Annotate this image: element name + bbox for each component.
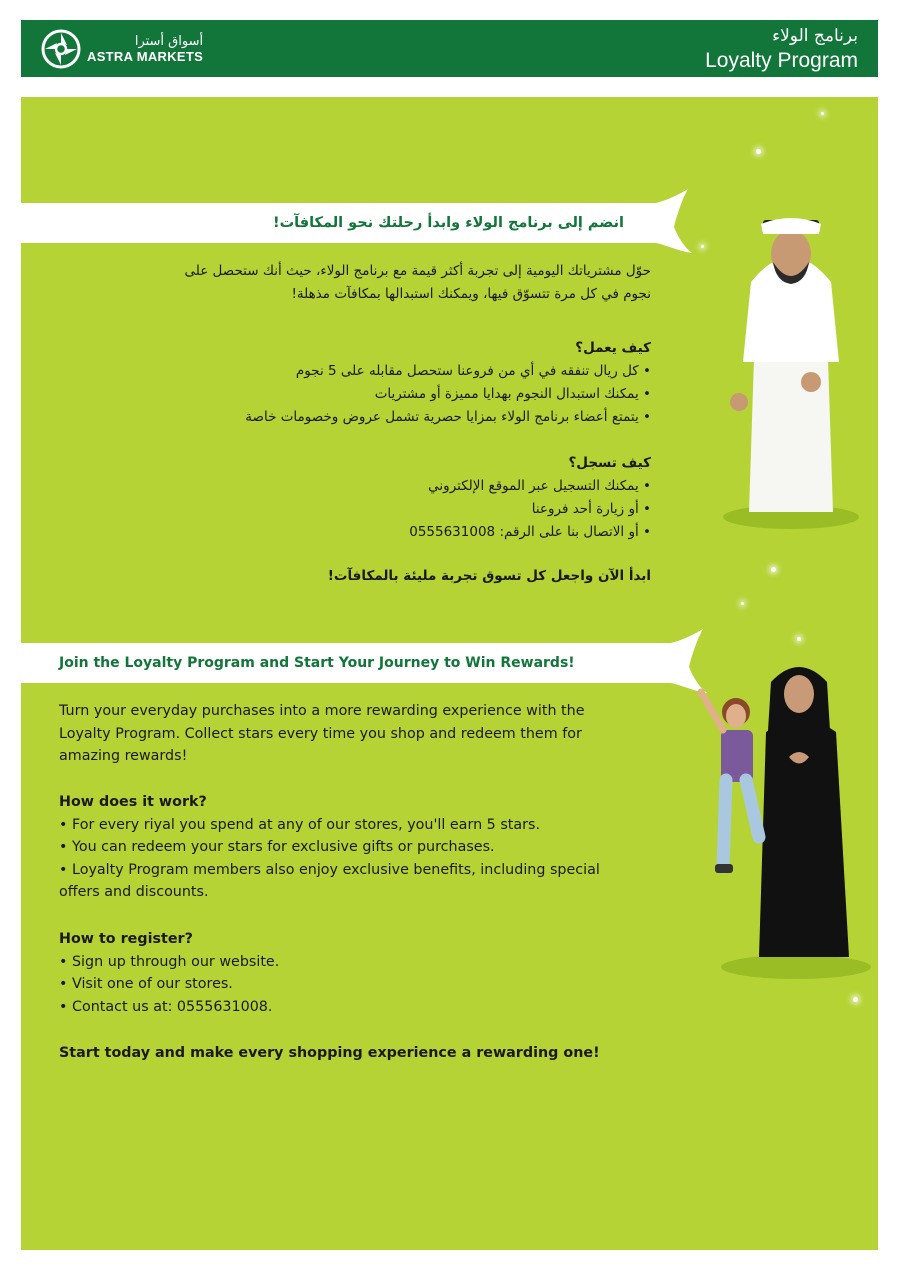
english-register-item: • Contact us at: 0555631008. [59, 996, 659, 1019]
english-how-item: • You can redeem your stars for exclusive gifts or purchases. [59, 836, 659, 859]
english-register-heading: How to register? [59, 931, 193, 947]
english-how-item: • Loyalty Program members also enjoy exclusive benefits, including special [59, 859, 659, 882]
arabic-how-item: • يمكنك استبدال النجوم بهدايا مميزة أو مشتريات [91, 383, 651, 406]
sparkle-decoration [797, 637, 801, 641]
sparkle-decoration [853, 997, 858, 1002]
arabic-how-item: • يتمتع أعضاء برنامج الولاء بمزايا حصرية تشمل عروض وخصومات خاصة [91, 406, 651, 429]
english-how-item-continued: offers and discounts. [59, 884, 209, 900]
english-register-section [59, 928, 659, 1018]
man-illustration [721, 212, 861, 532]
title-arabic: برنامج الولاء [772, 26, 858, 46]
arabic-intro-line: نجوم في كل مرة تتسوّق فيها، ويمكنك استبدالها بمكافآت مذهلة! [291, 286, 651, 302]
swoosh-icon [626, 189, 696, 269]
english-how-item: • For every riyal you spend at any of our stores, you'll earn 5 stars. [59, 814, 659, 837]
english-how-heading: How does it work? [59, 794, 207, 810]
arabic-closing: ابدأ الآن واجعل كل تسوق تجربة مليئة بالمكافآت! [327, 568, 651, 584]
english-intro [59, 700, 659, 768]
logo-english-text: ASTRA MARKETS [87, 49, 204, 64]
english-banner [21, 643, 661, 683]
english-banner-text: Join the Loyalty Program and Start Your Journey to Win Rewards! [59, 655, 575, 671]
english-intro-line: Loyalty Program. Collect stars every time you shop and redeem them for [59, 725, 582, 742]
title-english: Loyalty Program [705, 49, 858, 72]
sparkle-decoration [771, 567, 776, 572]
arabic-contact-number: 0555631008 [409, 524, 496, 540]
arabic-how-heading: كيف يعمل؟ [575, 340, 651, 356]
arabic-intro-line: حوّل مشترياتك اليومية إلى تجربة أكثر قيمة مع برنامج الولاء، حيث أنك ستحصل على [184, 263, 651, 279]
arabic-contact-label: أو الاتصال بنا على الرقم: [499, 524, 639, 540]
arabic-intro [91, 260, 651, 306]
mother-daughter-illustration [671, 652, 871, 982]
sparkle-decoration [701, 245, 704, 248]
arabic-register-section [91, 452, 651, 544]
english-closing: Start today and make every shopping experience a rewarding one! [59, 1045, 600, 1061]
header-bar [21, 20, 878, 77]
arabic-contact-item [91, 521, 651, 544]
english-intro-line: amazing rewards! [59, 748, 188, 764]
arabic-register-item: • أو زيارة أحد فروعنا [91, 498, 651, 521]
arabic-banner [21, 203, 646, 243]
logo-arabic-text: أسواق أسترا [134, 34, 204, 49]
arabic-banner-text: انضم إلى برنامج الولاء وابدأ رحلتك نحو المكافآت! [272, 215, 624, 231]
english-register-item: • Visit one of our stores. [59, 973, 659, 996]
arabic-how-section [91, 337, 651, 429]
sparkle-decoration [821, 112, 824, 115]
sparkle-decoration [741, 602, 744, 605]
english-register-item: • Sign up through our website. [59, 951, 659, 974]
english-intro-line: Turn your everyday purchases into a more rewarding experience with the [59, 703, 585, 719]
arabic-how-item: • كل ريال تنفقه في أي من فروعنا ستحصل مقابله على 5 نجوم [91, 360, 651, 383]
arabic-register-item: • يمكنك التسجيل عبر الموقع الإلكتروني [91, 475, 651, 498]
english-how-section [59, 791, 659, 904]
arabic-register-heading: كيف تسجل؟ [568, 455, 651, 471]
astra-logo [41, 29, 203, 69]
content-panel [21, 97, 878, 1250]
sparkle-decoration [756, 149, 761, 154]
astra-logo-icon [41, 29, 81, 69]
